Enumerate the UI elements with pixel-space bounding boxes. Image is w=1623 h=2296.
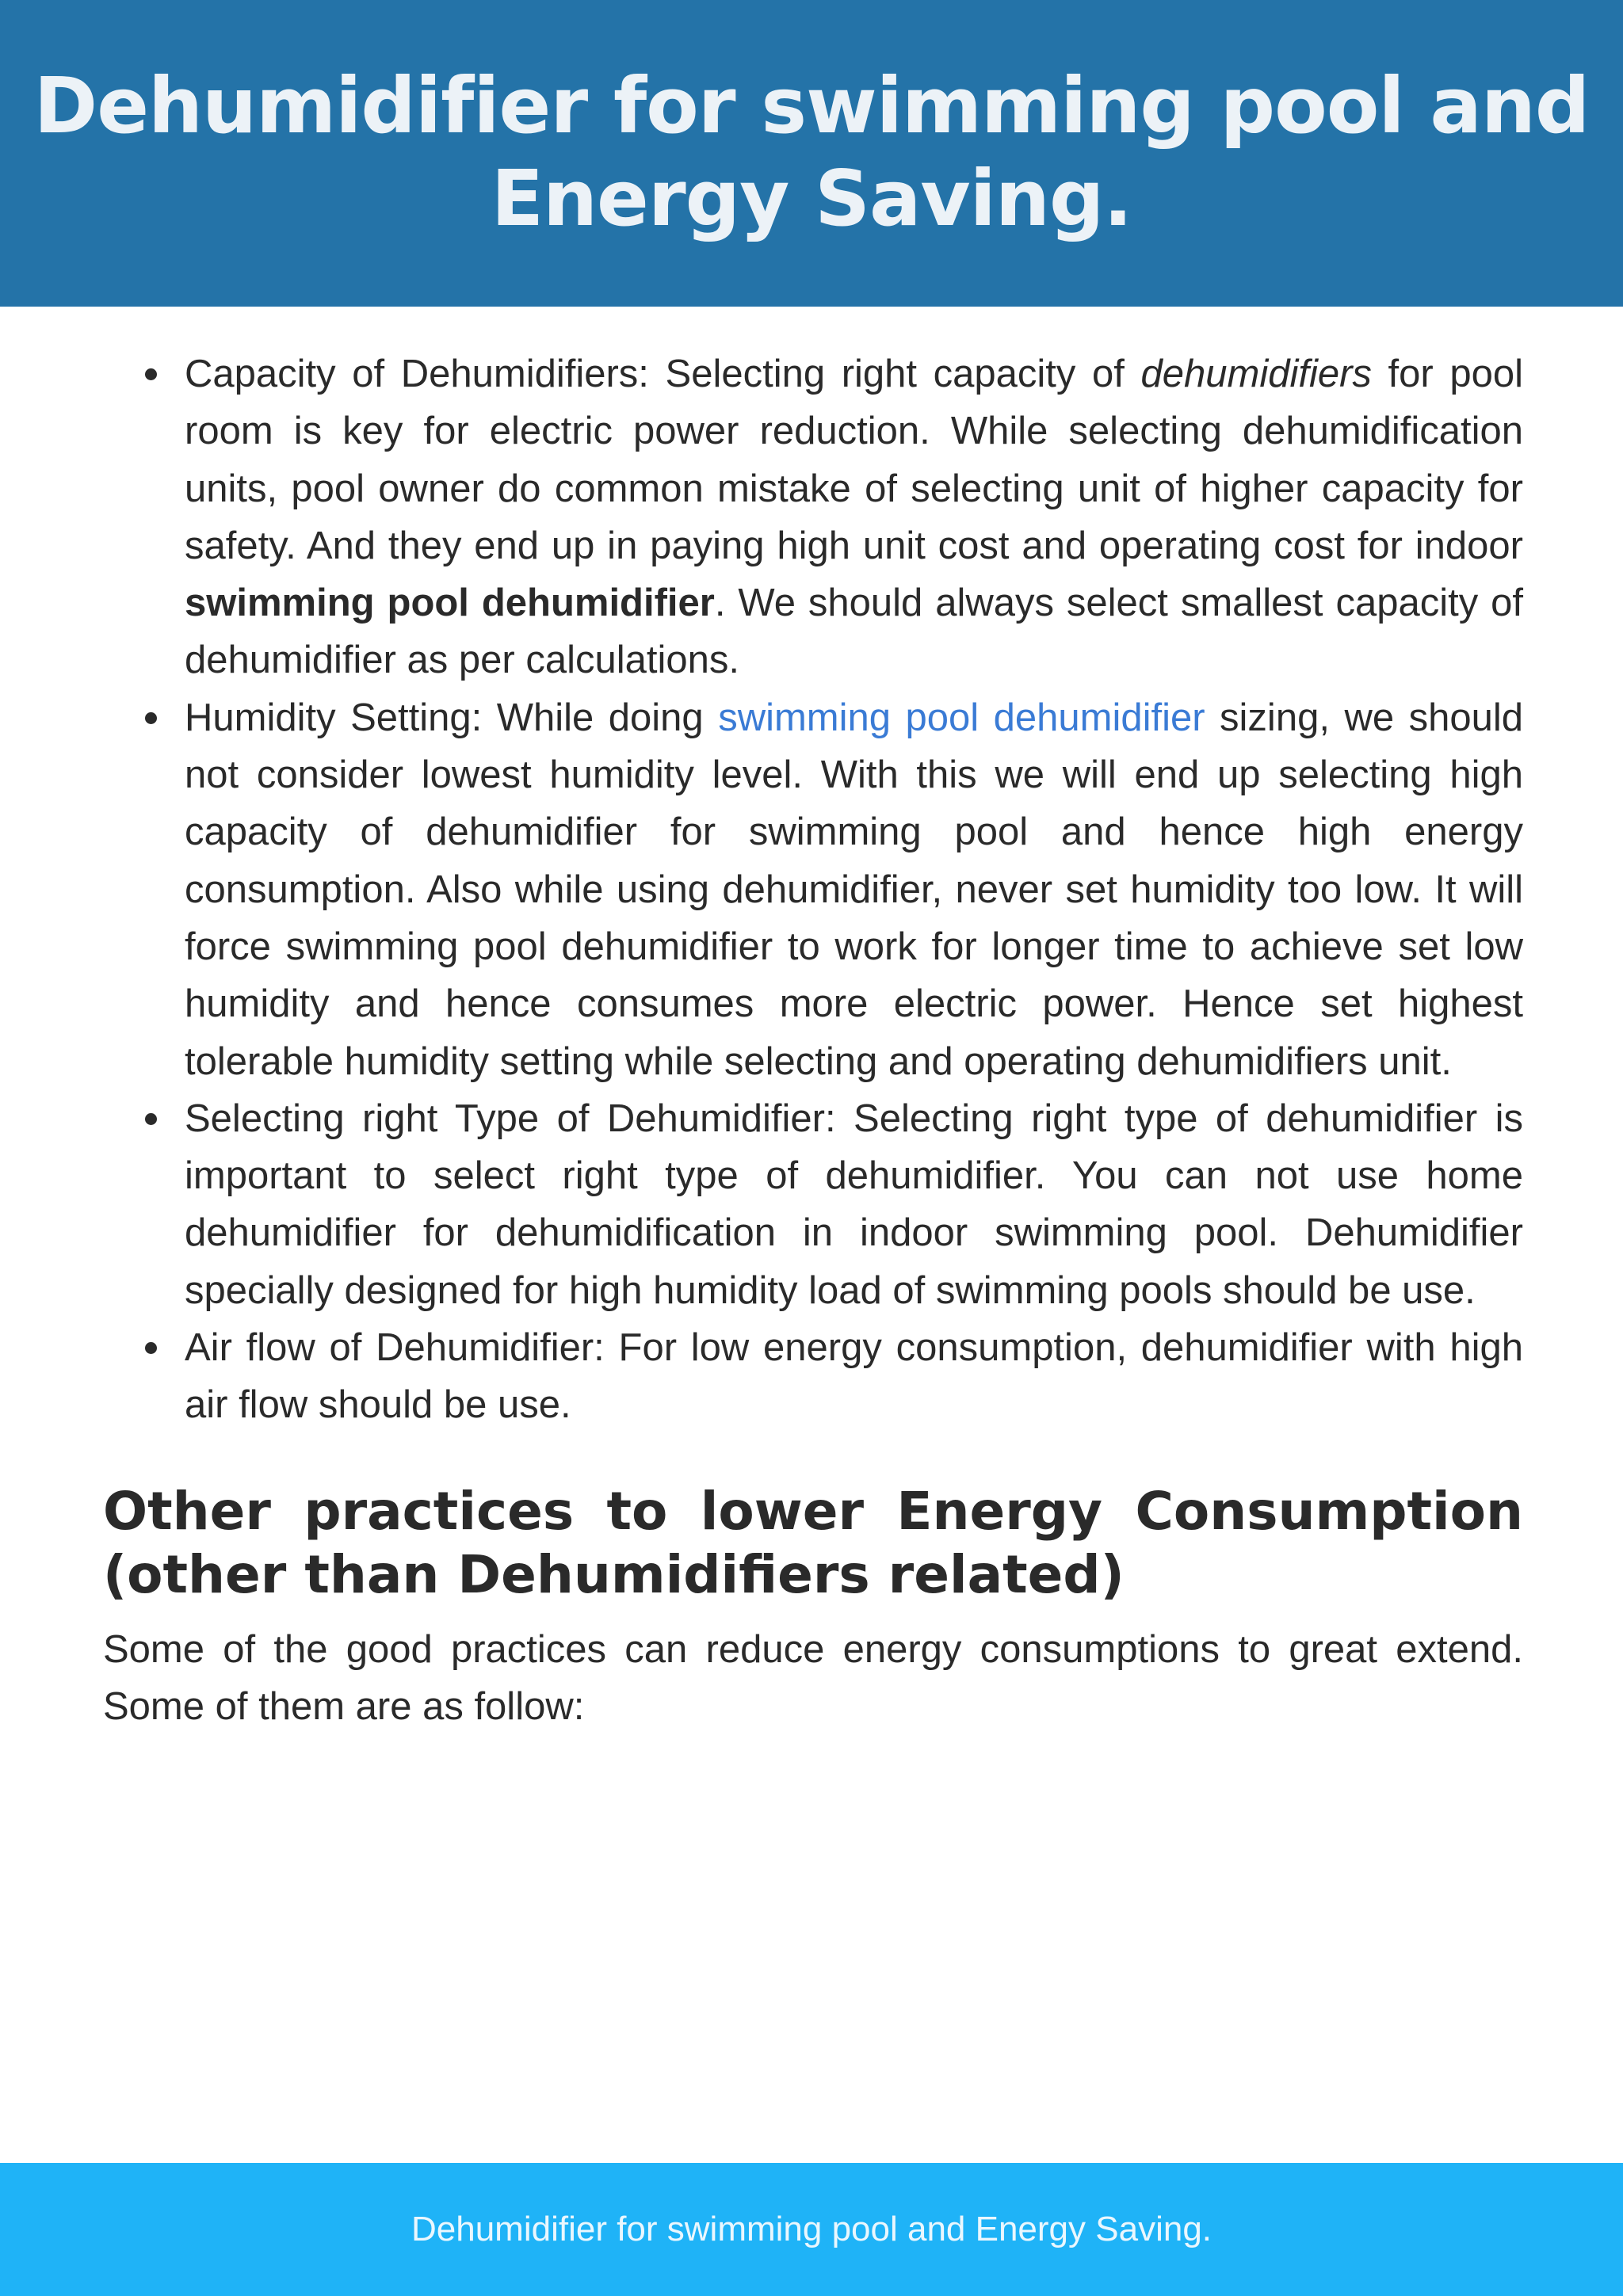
list-item-humidity	[103, 689, 1523, 1090]
title-line-2: Energy Saving.	[491, 154, 1132, 243]
emphasis-text: dehumidifiers	[1140, 353, 1372, 395]
section-heading: Other practices to lower Energy Consumption (other than Dehumidifiers related)	[103, 1480, 1523, 1605]
bullet-list	[103, 345, 1523, 1434]
page-title	[0, 59, 1623, 245]
list-item-capacity	[103, 345, 1523, 689]
bold-text: swimming pool dehumidifier	[185, 582, 715, 625]
list-item-airflow	[103, 1319, 1523, 1434]
page-footer	[0, 2163, 1623, 2296]
bullet-text: sizing, we should not consider lowest humidity level. With this we will end up selecting high capacity of dehumidifier for swimming pool and hence high energy consumption. Also while using dehumidifier, never set humidity too low. It will force swimming pool dehumidifier to work for longer time to achieve set low humidity and hence consumes more electric power. Hence set highest tolerable humidity setting while selecting and operating dehumidifiers unit.	[185, 696, 1523, 1083]
bullet-text: . We should always select smallest capacity of dehumidifier as per calculations.	[185, 582, 1523, 682]
bullet-text: Capacity of Dehumidifiers: Selecting right capacity of	[185, 353, 1141, 395]
bullet-icon	[145, 712, 157, 724]
page-header	[0, 0, 1623, 307]
bullet-text: Air flow of Dehumidifier: For low energy consumption, dehumidifier with high air flow should be use.	[185, 1326, 1523, 1427]
bullet-text: Selecting right Type of Dehumidifier: Selecting right type of dehumidifier is important to select right type of dehumidifier. You can not use home dehumidifier for dehumidification in indoor swimming pool. Dehumidifier specially designed for high humidity load of swimming pools should be use.	[185, 1097, 1523, 1312]
title-line-1: Dehumidifier for swimming pool and	[33, 61, 1590, 151]
bullet-icon	[145, 1113, 157, 1125]
dehumidifier-link[interactable]: swimming pool dehumidifier	[718, 696, 1205, 739]
footer-text: Dehumidifier for swimming pool and Energy Saving.	[411, 2210, 1212, 2248]
main-content	[103, 345, 1523, 1735]
bullet-icon	[145, 368, 157, 380]
list-item-type	[103, 1090, 1523, 1319]
section-body: Some of the good practices can reduce energy consumptions to great extend. Some of them are as follow:	[103, 1627, 1523, 1728]
bullet-text: Humidity Setting: While doing	[185, 696, 719, 739]
bullet-icon	[145, 1342, 157, 1354]
bullet-text: for pool room is key for electric power reduction. While selecting dehumidification units, pool owner do common mistake of selecting unit of higher capacity for safety. And they end up in paying high unit cost and operating cost for indoor	[185, 353, 1523, 567]
